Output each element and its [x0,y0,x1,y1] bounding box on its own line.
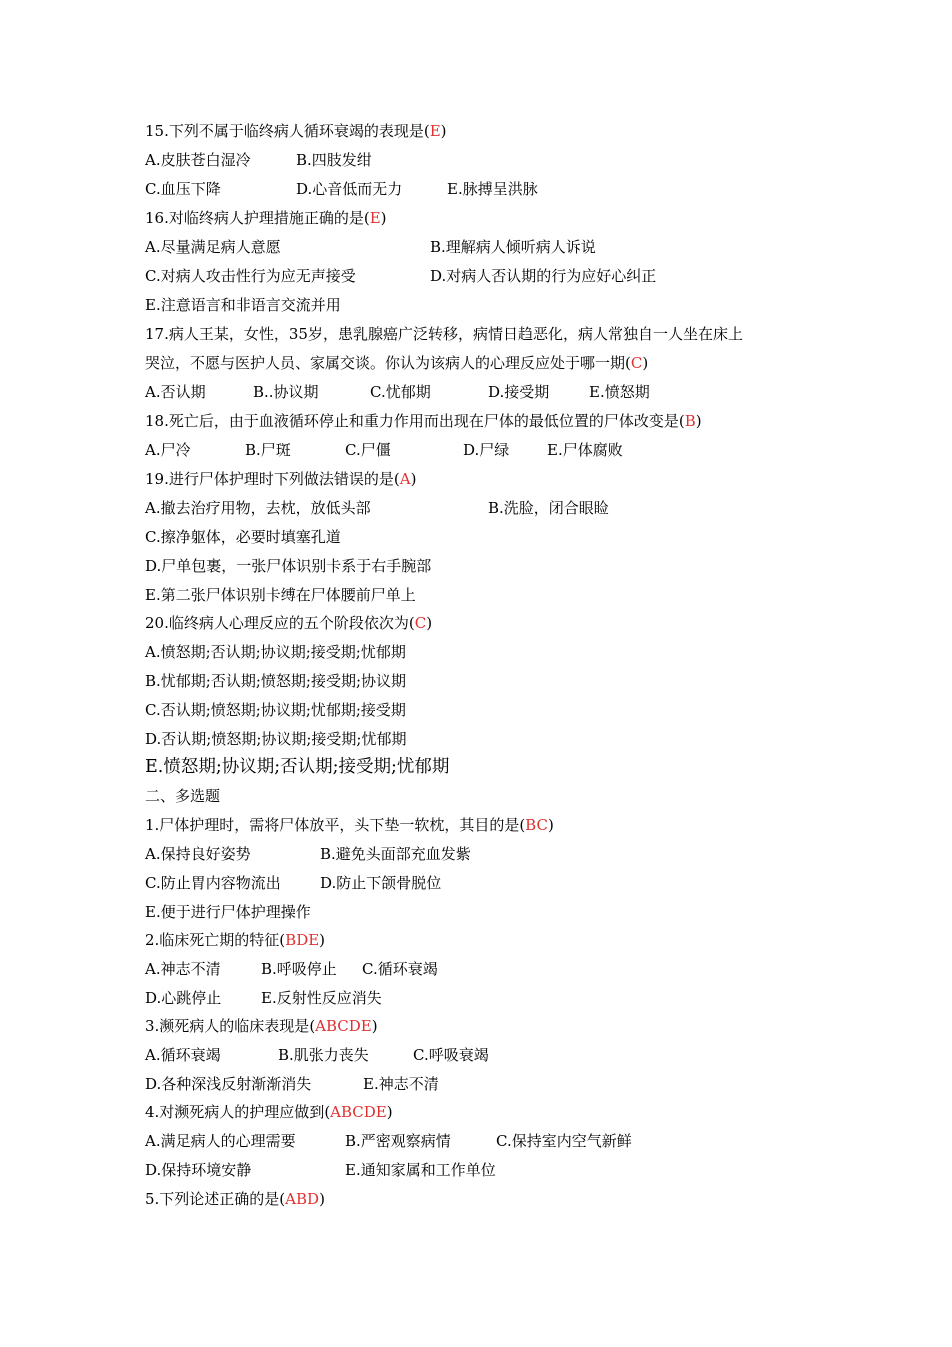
question-16-option-e [145,295,341,315]
multi-question-4-stem: 4.对濒死病人的护理应做到(ABCDE) [145,1103,393,1121]
option: B.洗脸，闭合眼睑 [488,499,609,517]
option: D.心跳停止 [145,989,222,1007]
option: B.避免头面部充血发紫 [320,845,471,863]
question-15-stem: 15.下列不属于临终病人循环衰竭的表现是(E) [145,122,447,140]
multi-question-1-stem: 1.尸体护理时，需将尸体放平，头下垫一软枕，其目的是(BC) [145,816,554,834]
option: D.心音低而无力 [296,180,403,198]
multi-question-1-option-e [145,902,311,922]
answer: BC [525,816,548,834]
option: B.呼吸停止 [261,960,337,978]
answer: C [630,354,643,372]
option: A.尸冷 [145,441,191,459]
option: A.满足病人的心理需要 [145,1132,296,1150]
question-20-option-e [145,756,449,778]
option: D.对病人否认期的行为应好心纠正 [430,267,657,285]
option: E.愤怒期 [589,383,650,401]
option: E.反射性反应消失 [261,989,382,1007]
option: A.皮肤苍白湿冷 [145,151,251,169]
option: A.保持良好姿势 [145,845,251,863]
question-16-stem: 16.对临终病人护理措施正确的是(E) [145,209,387,227]
option: C.否认期;愤怒期;协议期;忧郁期;接受期 [145,701,406,719]
answer: ABCDE [315,1017,372,1035]
question-20-option-b [145,671,406,691]
question-20-option-c [145,700,406,720]
multi-question-2-stem: 2.临床死亡期的特征(BDE) [145,931,326,949]
option: B.四肢发绀 [296,151,372,169]
option: A.循环衰竭 [145,1046,221,1064]
option: D.保持环境安静 [145,1161,252,1179]
option: E.便于进行尸体护理操作 [145,903,311,921]
option: E.注意语言和非语言交流并用 [145,296,341,314]
option: D.防止下颌骨脱位 [320,874,442,892]
option: E.尸体腐败 [547,441,623,459]
question-18-stem: 18.死亡后，由于血液循环停止和重力作用而出现在尸体的最低位置的尸体改变是(B) [145,412,702,430]
answer: B [684,412,696,430]
option: A.愤怒期;否认期;协议期;接受期;忧郁期 [145,643,406,661]
option: B.严密观察病情 [345,1132,451,1150]
answer: E [429,122,441,140]
option: E.第二张尸体识别卡缚在尸体腰前尸单上 [145,586,416,604]
option: D.否认期;愤怒期;协议期;接受期;忧郁期 [145,730,407,748]
answer: BDE [285,931,320,949]
option: C.保持室内空气新鲜 [496,1132,632,1150]
option: D.尸单包裹，一张尸体识别卡系于右手腕部 [145,557,432,575]
question-20-option-d [145,729,406,749]
option: C.防止胃内容物流出 [145,874,281,892]
option: B.尸斑 [245,441,291,459]
question-20-option-a [145,642,406,662]
option: C.循环衰竭 [362,960,438,978]
question-19-option-d [145,556,431,576]
answer: C [414,614,427,632]
option: C.擦净躯体，必要时填塞孔道 [145,528,341,546]
question-19-option-c [145,527,341,547]
option: A.尽量满足病人意愿 [145,238,281,256]
multi-question-3-stem: 3.濒死病人的临床表现是(ABCDE) [145,1017,378,1035]
option: C.忧郁期 [370,383,431,401]
question-17-stem-line2: 哭泣，不愿与医护人员、家属交谈。你认为该病人的心理反应处于哪一期(C) [145,354,649,372]
option: B.理解病人倾听病人诉说 [430,238,596,256]
option: A.撤去治疗用物，去枕，放低头部 [145,499,371,517]
option: E.愤怒期;协议期;否认期;接受期;忧郁期 [145,757,450,777]
answer: ABCDE [330,1103,387,1121]
option: B.忧郁期;否认期;愤怒期;接受期;协议期 [145,672,407,690]
option: E.通知家属和工作单位 [345,1161,496,1179]
option: C.尸僵 [345,441,391,459]
question-20-stem: 20.临终病人心理反应的五个阶段依次为(C) [145,614,433,632]
multi-question-5-stem: 5.下列论述正确的是(ABD) [145,1190,325,1208]
question-17-stem-line1: 17.病人王某，女性，35岁，患乳腺癌广泛转移，病情日趋恶化，病人常独自一人坐在床上 [145,325,743,343]
option: C.呼吸衰竭 [413,1046,489,1064]
option: B..协议期 [253,383,319,401]
option: D.接受期 [488,383,550,401]
question-19-stem: 19.进行尸体护理时下列做法错误的是(A) [145,470,417,488]
option: D.尸绿 [463,441,510,459]
answer: E [369,209,381,227]
answer: ABD [285,1190,320,1208]
answer: A [399,470,411,488]
section-heading: 二、多选题 [145,787,221,805]
option: E.脉搏呈洪脉 [447,180,538,198]
question-19-option-e [145,585,416,605]
option: D.各种深浅反射渐渐消失 [145,1075,312,1093]
option: A.否认期 [145,383,206,401]
option: E.神志不清 [363,1075,439,1093]
option: B.肌张力丧失 [278,1046,369,1064]
option: A.神志不清 [145,960,221,978]
option: C.血压下降 [145,180,221,198]
option: C.对病人攻击性行为应无声接受 [145,267,356,285]
